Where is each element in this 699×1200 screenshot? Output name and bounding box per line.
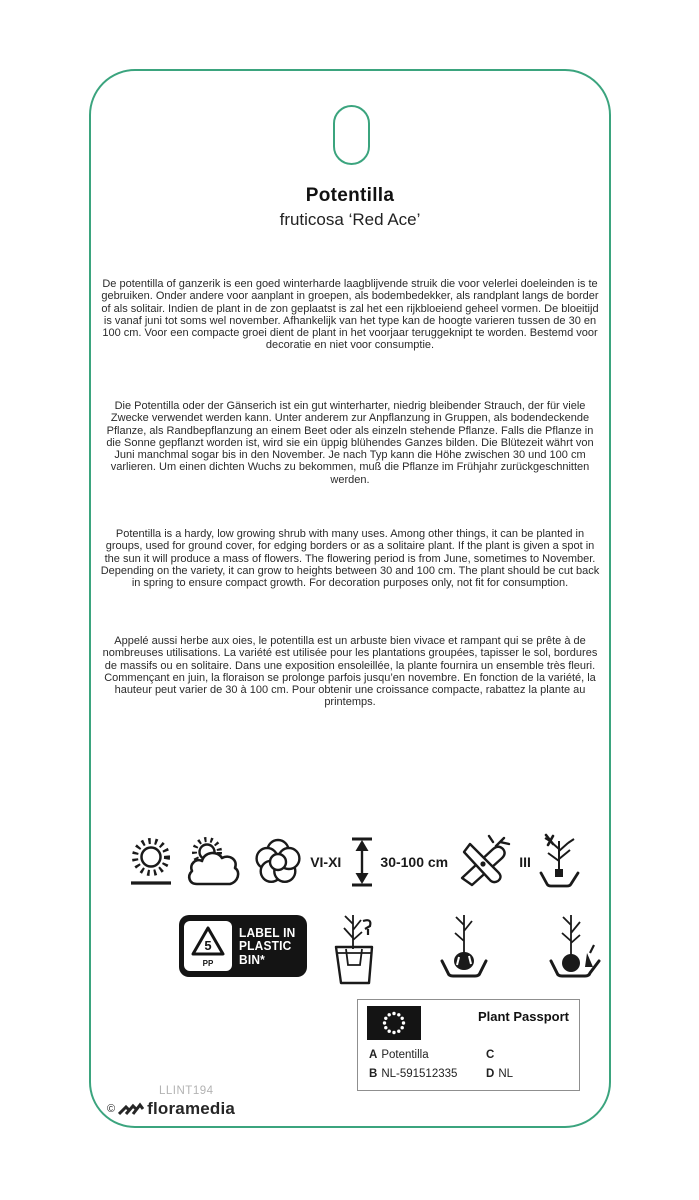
plant-passport-title: Plant Passport xyxy=(477,1009,569,1024)
eu-flag-icon xyxy=(367,1006,421,1040)
description-english: Potentilla is a hardy, low growing shrub with many uses. Among other things, it can be planted in groups, used for ground cover, for edging borders or as a solitaire plant. If the plant is given a spot in the sun it will produce a mass of flowers. The flowering period is from June, sometimes to November. Depending on the variety, it can grow to heights between 30 and 100 cm. The plant should be cut back in spring to ensure compact growth. For decoration purposes only, not fit for consumption. xyxy=(100,528,600,590)
plant-height-group xyxy=(349,834,448,890)
recycling-code-panel xyxy=(184,921,232,971)
passport-field-d xyxy=(486,1068,513,1080)
plant-cultivar-title: fruticosa ‘Red Ace’ xyxy=(279,210,421,229)
flowering-period-label: VI-XI xyxy=(310,854,342,870)
plant-height-icon xyxy=(349,834,375,890)
plant-label-card xyxy=(89,69,611,1128)
planting-instruction-icons xyxy=(329,907,601,989)
pruning-month-label: III xyxy=(519,854,531,870)
label-in-plastic-bin-badge xyxy=(179,915,307,977)
copyright-mark: © xyxy=(107,1103,116,1115)
pruning-group xyxy=(456,834,531,890)
description-french: Appelé aussi herbe aux oies, le potentilla est un arbuste bien vivace et rampant qui se prête à de nombreuses utilisations. La variété est utilisée pour les plantations groupées, tapisser le sol, bordures de massifs ou en solitaire. Dans une exposition ensoleillée, la plante fournira un ensemble très fleuri. Commençant en juin, la floraison se prolonge parfois jusqu’en novembre. En fonction de la variété, la hauteur peut varier de 30 à 100 cm. Pour obtenir une croissance compacte, rabattez la plante au printemps. xyxy=(102,635,598,709)
passport-value-b: NL-591512335 xyxy=(381,1068,458,1080)
floramedia-leaf-icon xyxy=(118,1101,144,1117)
flowering-period-group xyxy=(251,835,341,889)
plant-height-label: 30-100 cm xyxy=(380,854,449,870)
passport-field-a xyxy=(369,1049,429,1061)
badge-text xyxy=(239,926,295,967)
pp5-recycling-icon xyxy=(188,923,228,969)
hang-hole xyxy=(333,105,370,165)
passport-key-d: D xyxy=(486,1068,495,1080)
passport-value-a: Potentilla xyxy=(381,1049,429,1061)
passport-value-d: NL xyxy=(498,1068,514,1080)
passport-field-b xyxy=(369,1068,457,1080)
half-shade-icon xyxy=(185,834,243,890)
pruning-shears-icon xyxy=(456,834,514,890)
flowering-period-icon xyxy=(251,835,305,889)
soak-plant-in-water-icon xyxy=(329,909,379,989)
full-sun-group xyxy=(125,834,177,890)
care-icon-row xyxy=(125,831,581,893)
badge-line-1: LABEL IN xyxy=(239,924,296,940)
full-sun-icon xyxy=(125,834,177,890)
passport-key-c: C xyxy=(486,1049,495,1061)
plant-passport-box xyxy=(357,999,580,1091)
badge-line-2: PLASTIC xyxy=(239,938,292,954)
label-code: LLINT194 xyxy=(159,1085,214,1097)
plant-genus-title: Potentilla xyxy=(305,185,395,206)
passport-field-c xyxy=(486,1049,498,1061)
floramedia-logo xyxy=(107,1099,235,1119)
brand-name: floramedia xyxy=(147,1099,236,1118)
planted-in-ground-icon xyxy=(549,909,601,989)
description-dutch: De potentilla of ganzerik is een goed winterharde laagblijvende struik die voor velerlei doeleinden is te gebruiken. Onder andere voor aanplant in groepen, als bodembedekker, als randplant langs de border of als solitair. Indien de plant in de zon geplaatst is zal het een rijkbloeiend geheel vormen. De bloeitijd is vanaf juni tot soms wel november. Afhankelijk van het type kan de hoogte varieren tussen de 30 en 100 cm. Voor een compacte groei dient de plant in het voorjaar teruggeknipt te worden. Bestemd voor decoratie en niet voor consumptie. xyxy=(101,278,599,352)
passport-key-a: A xyxy=(369,1049,378,1061)
description-german: Die Potentilla oder der Gänserich ist ein gut winterharter, niedrig bleibender Strauch, der für viele Zwecke verwendet werden kann. Unter anderem zur Anpflanzung in Gruppen, als bodendeckende Pflanze, als Randbepflanzung an einem Beet oder als einzeln stehende Pflanze. Falls die Pflanze in die Sonne gepflanzt worden ist, wird sie ein üppig blühendes Ganzes bilden. Die Blütezeit währt von Juni manchmal sogar bis in den November. Je nach Typ kann die Höhe zwischen 30 und 100 cm varlieren. Um einen dichten Wuchs zu bekommen, muß die Pflanze im Frühjahr zurückgeschnitten werden. xyxy=(106,400,594,486)
svg-text:5: 5 xyxy=(204,938,212,953)
passport-key-b: B xyxy=(369,1068,378,1080)
rootball-in-hole-icon xyxy=(439,909,489,989)
cut-back-plant-icon xyxy=(539,833,581,891)
badge-line-3: BIN* xyxy=(239,951,265,967)
half-shade-group xyxy=(185,834,243,890)
cut-back-group xyxy=(539,833,581,891)
title-block xyxy=(91,185,609,230)
svg-text:PP: PP xyxy=(202,959,214,968)
